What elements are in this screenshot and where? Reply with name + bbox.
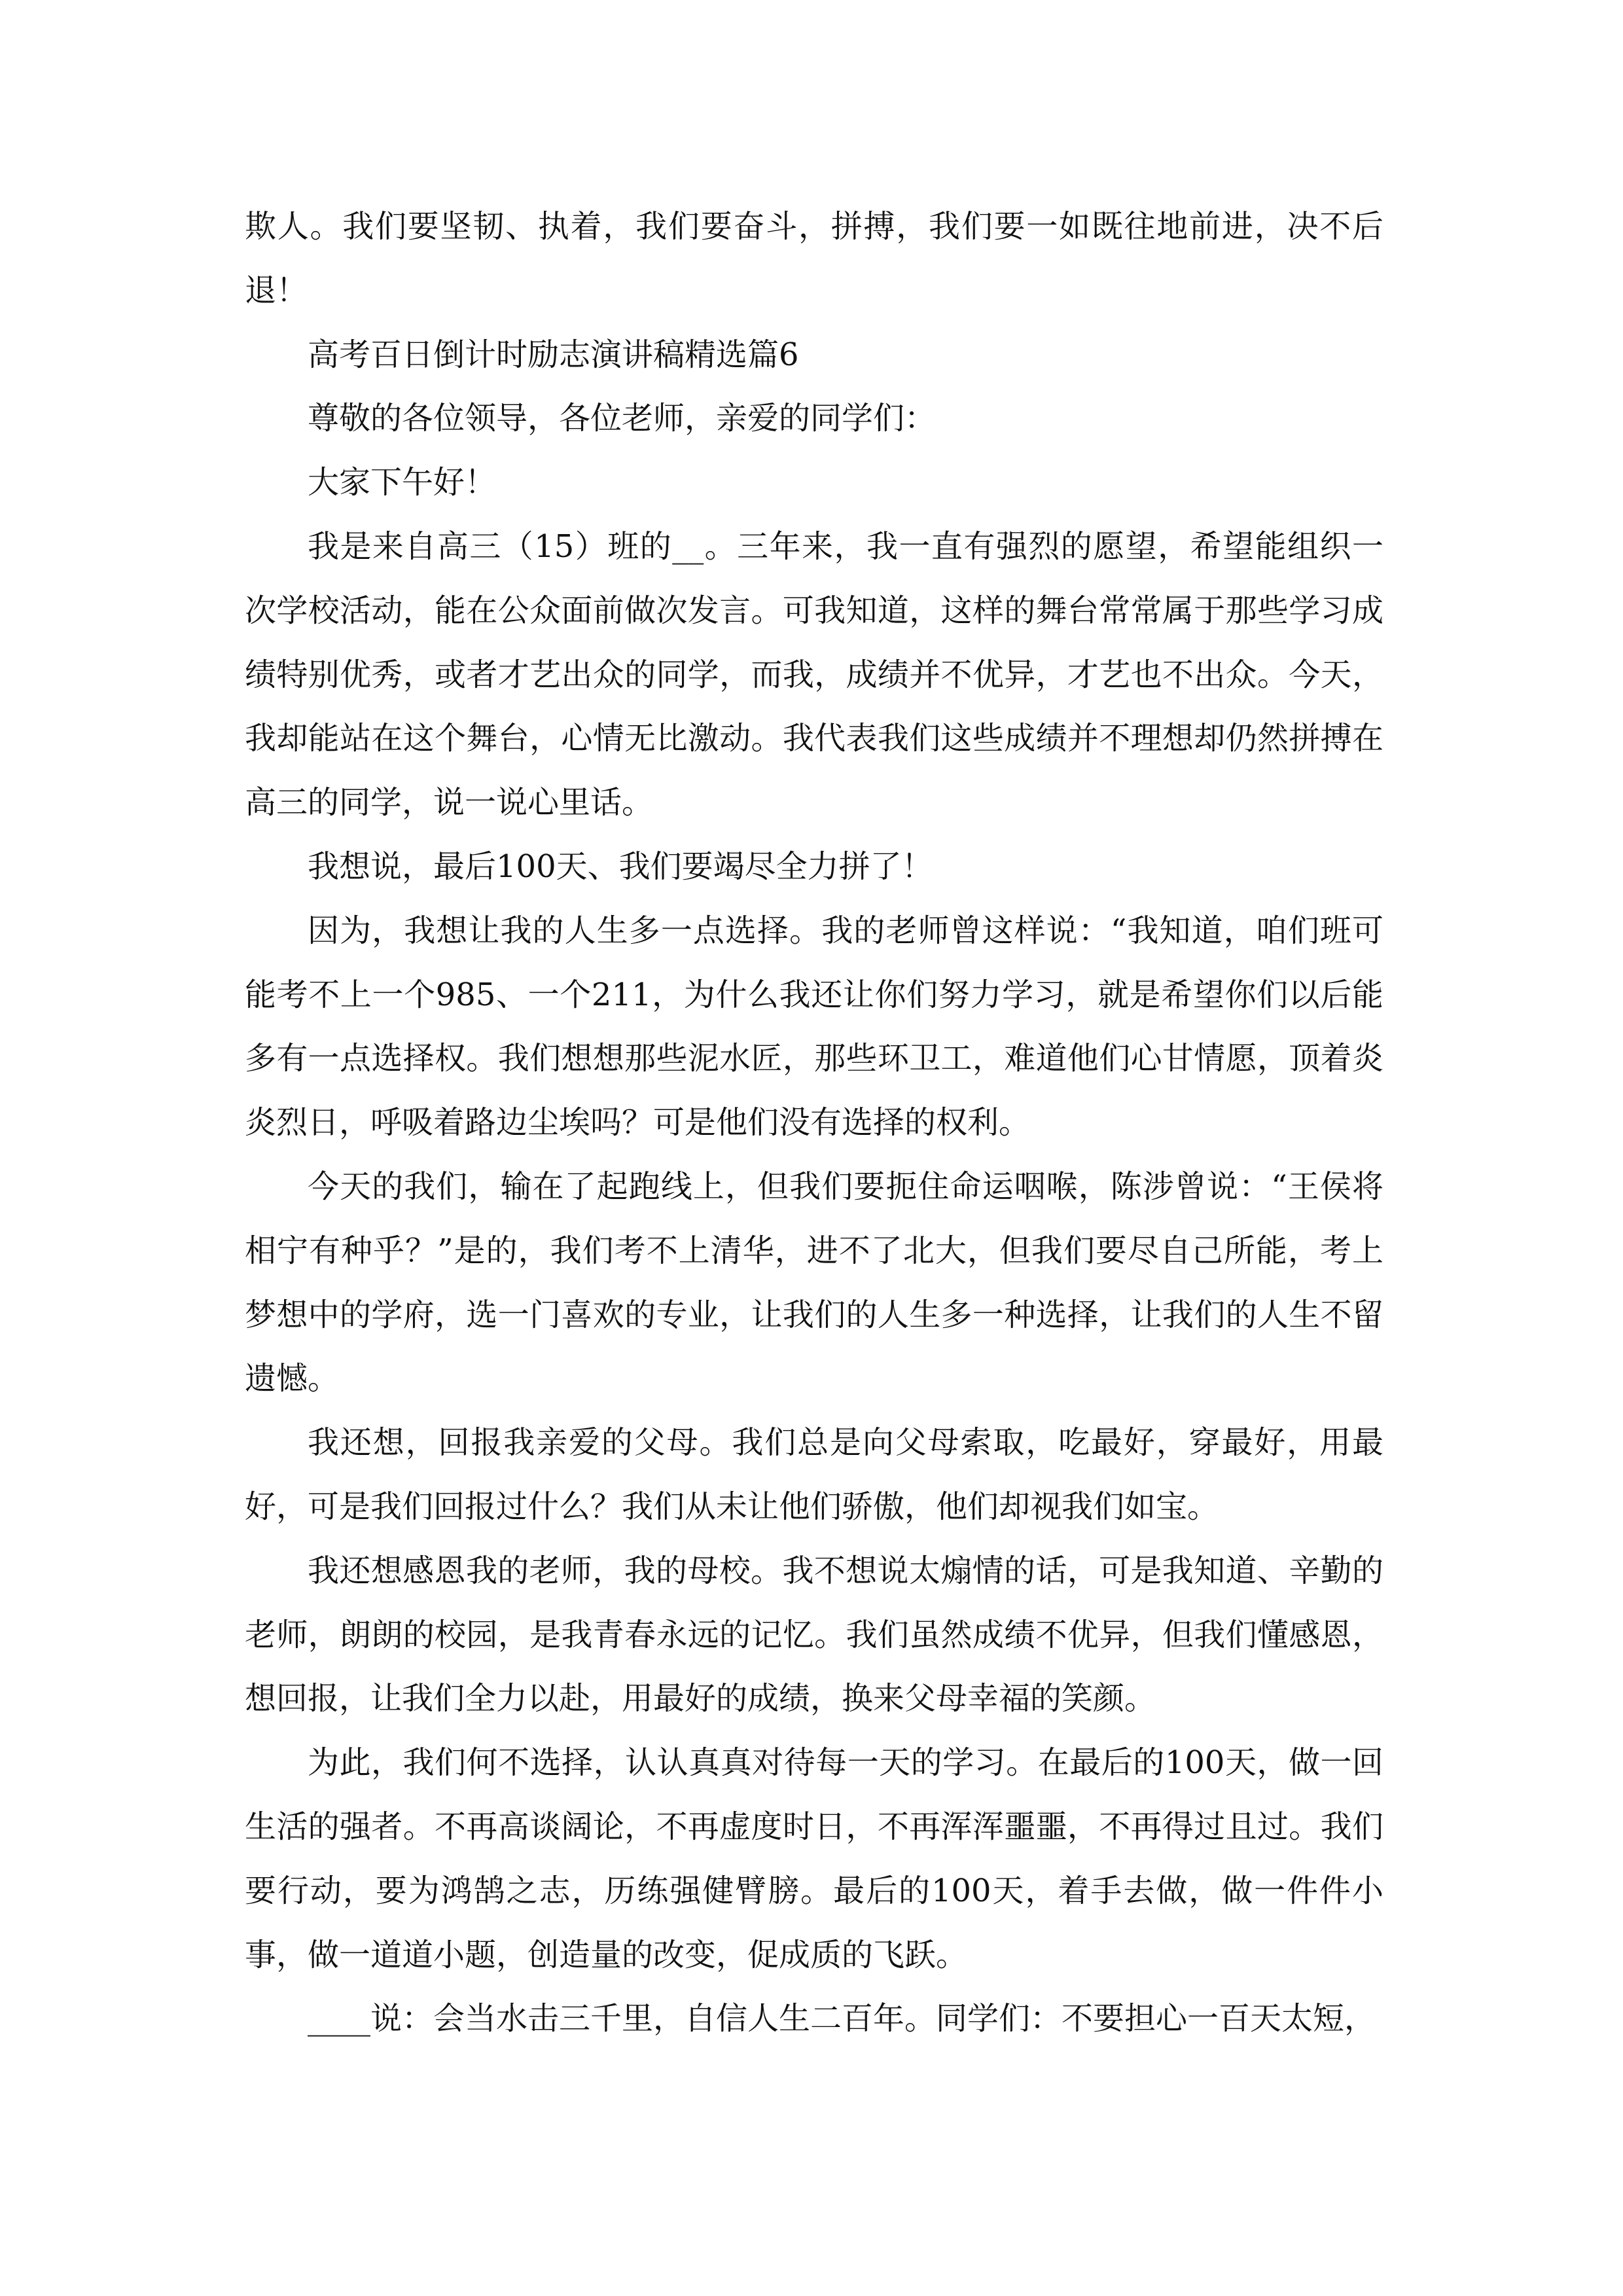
greeting: 大家下午好！ [308,464,497,501]
paragraph: 因为，我想让我的人生多一点选择。我的老师曾这样说：“我知道，咱们班可能考不上一个985、一个211，为什么我还让你们努力学习，就是希望你们以后能多有一点选择权。我们想想那些泥水匠，那些环卫工，难道他们心甘情愿，顶着炎炎烈日，呼吸着路边尘埃吗？可是他们没有选择的权利。 [245,912,1383,1141]
paragraph-continuation: 欺人。我们要坚韧、执着，我们要奋斗，拼搏，我们要一如既往地前进，决不后退！ [245,208,1383,309]
salutation: 尊敬的各位领导，各位老师，亲爱的同学们： [308,400,936,437]
paragraph: ____说：会当水击三千里，自信人生二百年。同学们：不要担心一百天太短， [308,2000,1376,2037]
paragraph: 我还想，回报我亲爱的父母。我们总是向父母索取，吃最好，穿最好，用最好，可是我们回报过什么？我们从未让他们骄傲，他们却视我们如宝。 [245,1424,1383,1525]
paragraph: 为此，我们何不选择，认认真真对待每一天的学习。在最后的100天，做一回生活的强者。不再高谈阔论，不再虚度时日，不再浑浑噩噩，不再得过且过。我们要行动，要为鸿鹄之志，历练强健臂膀。最后的100天，着手去做，做一件件小事，做一道道小题，创造量的改变，促成质的飞跃。 [245,1744,1383,1973]
paragraph: 我想说，最后100天、我们要竭尽全力拼了！ [308,848,933,885]
document-body [245,195,1383,2051]
paragraph: 我是来自高三（15）班的__。三年来，我一直有强烈的愿望，希望能组织一次学校活动，能在公众面前做次发言。可我知道，这样的舞台常常属于那些学习成绩特别优秀，或者才艺出众的同学，而我，成绩并不优异，才艺也不出众。今天，我却能站在这个舞台，心情无比激动。我代表我们这些成绩并不理想却仍然拼搏在高三的同学，说一说心里话。 [245,528,1383,821]
paragraph: 我还想感恩我的老师，我的母校。我不想说太煽情的话，可是我知道、辛勤的老师，朗朗的校园，是我青春永远的记忆。我们虽然成绩不优异，但我们懂感恩，想回报，让我们全力以赴，用最好的成绩，换来父母幸福的笑颜。 [245,1552,1383,1717]
section-heading: 高考百日倒计时励志演讲稿精选篇6 [308,336,799,373]
paragraph: 今天的我们，输在了起跑线上，但我们要扼住命运咽喉，陈涉曾说：“王侯将相宁有种乎？”是的，我们考不上清华，进不了北大，但我们要尽自己所能，考上梦想中的学府，选一门喜欢的专业，让我们的人生多一种选择，让我们的人生不留遗憾。 [245,1168,1383,1397]
